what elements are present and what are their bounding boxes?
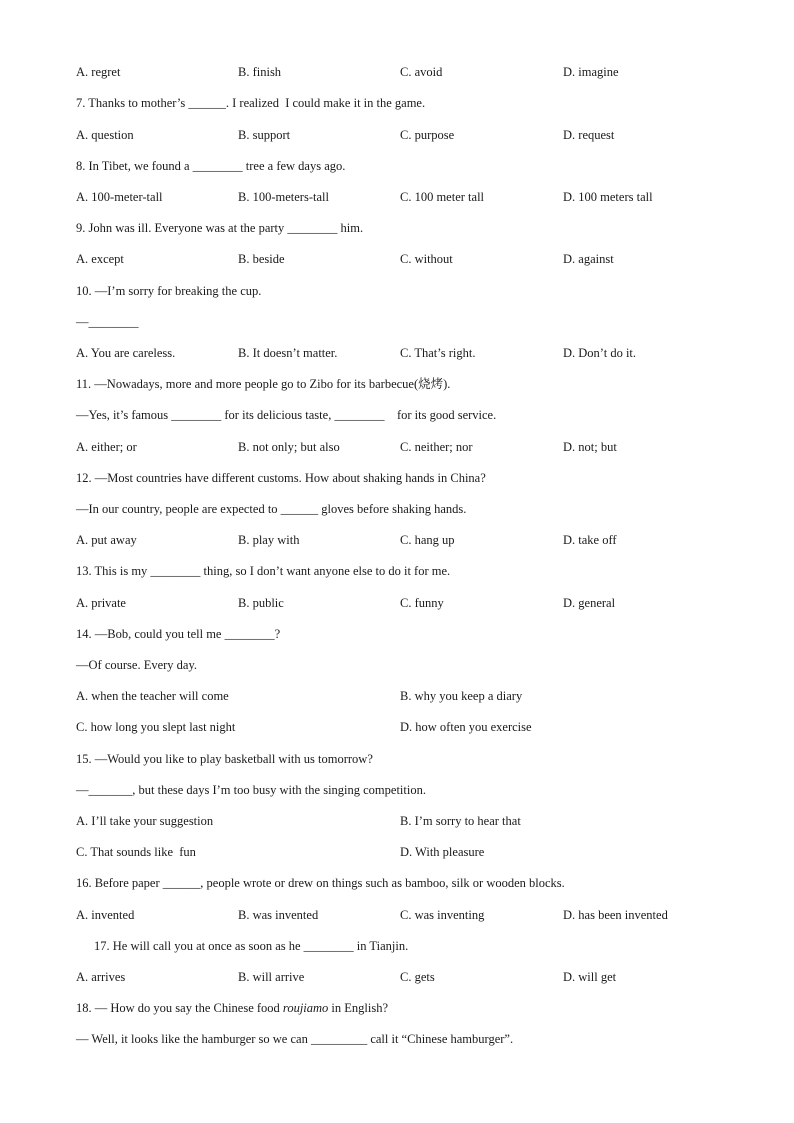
- answer-option: A. when the teacher will come: [76, 689, 229, 703]
- answer-option: C. purpose: [400, 128, 455, 142]
- answer-option: A. private: [76, 596, 126, 610]
- answer-option: B. play with: [238, 533, 300, 547]
- answer-option: A. put away: [76, 533, 137, 547]
- question-text: 18. — How do you say the Chinese food: [76, 1001, 283, 1015]
- answer-option: D. request: [563, 128, 615, 142]
- answer-option: C. was inventing: [400, 908, 485, 922]
- question-line: 10. —I’m sorry for breaking the cup.: [76, 284, 262, 298]
- question-line: — Well, it looks like the hamburger so we can _________ call it “Chinese hamburger”.: [76, 1032, 514, 1046]
- answer-option: A. regret: [76, 65, 121, 79]
- answer-option: B. It doesn’t matter.: [238, 346, 338, 360]
- question-line: 8. In Tibet, we found a ________ tree a few days ago.: [76, 159, 346, 173]
- answer-option: A. question: [76, 128, 134, 142]
- answer-option: C. funny: [400, 596, 444, 610]
- answer-option: A. except: [76, 252, 124, 266]
- answer-option: B. was invented: [238, 908, 319, 922]
- answer-option: A. 100-meter-tall: [76, 190, 163, 204]
- answer-option: D. how often you exercise: [400, 720, 532, 734]
- question-text: in English?: [328, 1001, 389, 1015]
- answer-option: B. not only; but also: [238, 440, 340, 454]
- answer-option: C. hang up: [400, 533, 455, 547]
- question-line: 14. —Bob, could you tell me ________?: [76, 627, 281, 641]
- italic-term: roujiamo: [282, 1001, 329, 1015]
- question-line: —In our country, people are expected to ______ gloves before shaking hands.: [76, 502, 467, 516]
- question-line: —Yes, it’s famous ________ for its delicious taste, ________ for its good service.: [76, 408, 497, 422]
- question-line: [76, 1000, 388, 1016]
- answer-option: A. either; or: [76, 440, 137, 454]
- answer-option: D. 100 meters tall: [563, 190, 653, 204]
- answer-option: D. will get: [563, 970, 617, 984]
- question-line: —Of course. Every day.: [76, 658, 198, 672]
- answer-option: B. beside: [238, 252, 285, 266]
- answer-option: B. support: [238, 128, 291, 142]
- answer-option: C. That’s right.: [400, 346, 476, 360]
- answer-option: B. why you keep a diary: [400, 689, 523, 703]
- answer-option: C. how long you slept last night: [76, 720, 236, 734]
- answer-option: B. I’m sorry to hear that: [400, 814, 521, 828]
- answer-option: A. I’ll take your suggestion: [76, 814, 214, 828]
- answer-option: A. invented: [76, 908, 135, 922]
- question-line: 17. He will call you at once as soon as he ________ in Tianjin.: [94, 939, 409, 953]
- answer-option: D. Don’t do it.: [563, 346, 637, 360]
- answer-option: C. 100 meter tall: [400, 190, 485, 204]
- question-line: —________: [76, 315, 139, 329]
- answer-option: C. avoid: [400, 65, 443, 79]
- answer-option: D. take off: [563, 533, 617, 547]
- question-line: 7. Thanks to mother’s ______. I realized I could make it in the game.: [76, 96, 426, 110]
- question-line: 15. —Would you like to play basketball with us tomorrow?: [76, 752, 373, 766]
- answer-option: C. neither; nor: [400, 440, 473, 454]
- answer-option: A. arrives: [76, 970, 126, 984]
- answer-option: B. finish: [238, 65, 282, 79]
- question-line: 13. This is my ________ thing, so I don’t want anyone else to do it for me.: [76, 564, 451, 578]
- answer-option: A. You are careless.: [76, 346, 176, 360]
- answer-option: B. will arrive: [238, 970, 305, 984]
- answer-option: D. not; but: [563, 440, 617, 454]
- question-line: 11. —Nowadays, more and more people go to Zibo for its barbecue(烧烤).: [76, 377, 451, 391]
- answer-option: B. 100-meters-tall: [238, 190, 329, 204]
- answer-option: C. without: [400, 252, 453, 266]
- answer-option: D. against: [563, 252, 614, 266]
- answer-option: C. gets: [400, 970, 435, 984]
- question-line: 16. Before paper ______, people wrote or drew on things such as bamboo, silk or wooden blocks.: [76, 876, 565, 890]
- answer-option: D. has been invented: [563, 908, 668, 922]
- answer-option: B. public: [238, 596, 284, 610]
- answer-option: D. imagine: [563, 65, 619, 79]
- question-line: 12. —Most countries have different customs. How about shaking hands in China?: [76, 471, 486, 485]
- answer-option: D. general: [563, 596, 616, 610]
- answer-option: D. With pleasure: [400, 845, 485, 859]
- answer-option: C. That sounds like fun: [76, 845, 196, 859]
- question-line: —_______, but these days I’m too busy with the singing competition.: [76, 783, 426, 797]
- question-line: 9. John was ill. Everyone was at the party ________ him.: [76, 221, 364, 235]
